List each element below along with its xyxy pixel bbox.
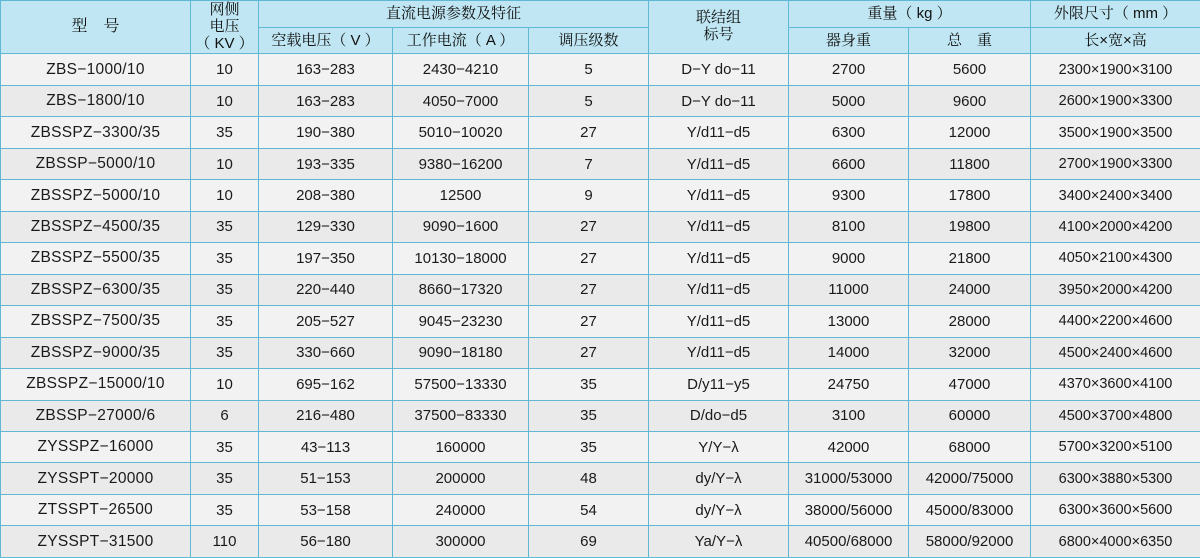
working-current-cell: 9090−1600 — [393, 211, 529, 242]
total-weight-cell: 9600 — [909, 85, 1031, 116]
table-row — [1, 274, 1200, 305]
regulation-steps-cell: 69 — [529, 526, 649, 557]
dimensions-cell: 4370×3600×4100 — [1031, 369, 1200, 400]
regulation-steps-cell: 35 — [529, 369, 649, 400]
dimensions-cell: 2600×1900×3300 — [1031, 85, 1200, 116]
body-weight-cell: 40500/68000 — [789, 526, 909, 557]
no-load-voltage-cell: 129−330 — [259, 211, 393, 242]
dimensions-cell: 2300×1900×3100 — [1031, 54, 1200, 85]
regulation-steps-cell: 35 — [529, 400, 649, 431]
header-body-weight: 器身重 — [789, 27, 909, 54]
dimensions-cell: 6800×4000×6350 — [1031, 526, 1200, 557]
model-cell: ZBSSPZ−3300/35 — [1, 117, 191, 148]
working-current-cell: 9090−18180 — [393, 337, 529, 368]
total-weight-cell: 68000 — [909, 432, 1031, 463]
header-row-1 — [1, 1, 1200, 28]
total-weight-cell: 5600 — [909, 54, 1031, 85]
connection-group-cell: Y/d11−d5 — [649, 306, 789, 337]
working-current-cell: 9045−23230 — [393, 306, 529, 337]
connection-group-cell: Ya/Y−λ — [649, 526, 789, 557]
grid-voltage-cell: 35 — [191, 463, 259, 494]
dimensions-cell: 4400×2200×4600 — [1031, 306, 1200, 337]
connection-group-cell: Y/d11−d5 — [649, 180, 789, 211]
grid-voltage-cell: 35 — [191, 494, 259, 525]
grid-voltage-cell: 10 — [191, 85, 259, 116]
total-weight-cell: 11800 — [909, 148, 1031, 179]
working-current-cell: 37500−83330 — [393, 400, 529, 431]
regulation-steps-cell: 5 — [529, 54, 649, 85]
dimensions-cell: 4500×2400×4600 — [1031, 337, 1200, 368]
body-weight-cell: 2700 — [789, 54, 909, 85]
no-load-voltage-cell: 163−283 — [259, 54, 393, 85]
working-current-cell: 240000 — [393, 494, 529, 525]
connection-group-cell: D−Y do−11 — [649, 85, 789, 116]
working-current-cell: 10130−18000 — [393, 243, 529, 274]
body-weight-cell: 13000 — [789, 306, 909, 337]
table-row — [1, 494, 1200, 525]
table-row — [1, 463, 1200, 494]
model-cell: ZBSSPZ−7500/35 — [1, 306, 191, 337]
model-cell: ZBSSP−5000/10 — [1, 148, 191, 179]
header-working-current: 工作电流（ A ） — [393, 27, 529, 54]
grid-voltage-cell: 10 — [191, 369, 259, 400]
dimensions-cell: 6300×3880×5300 — [1031, 463, 1200, 494]
table-row — [1, 400, 1200, 431]
no-load-voltage-cell: 53−158 — [259, 494, 393, 525]
no-load-voltage-cell: 51−153 — [259, 463, 393, 494]
connection-group-cell: dy/Y−λ — [649, 463, 789, 494]
table-row — [1, 117, 1200, 148]
regulation-steps-cell: 27 — [529, 337, 649, 368]
body-weight-cell: 24750 — [789, 369, 909, 400]
header-grid-voltage-line3: （ KV ） — [193, 36, 256, 53]
regulation-steps-cell: 27 — [529, 274, 649, 305]
dimensions-cell: 4500×3700×4800 — [1031, 400, 1200, 431]
header-grid-voltage-line1: 网侧 — [193, 2, 256, 19]
table-row — [1, 432, 1200, 463]
model-cell: ZBS−1800/10 — [1, 85, 191, 116]
grid-voltage-cell: 35 — [191, 274, 259, 305]
header-no-load-voltage: 空载电压（ V ） — [259, 27, 393, 54]
no-load-voltage-cell: 43−113 — [259, 432, 393, 463]
model-cell: ZBSSPZ−4500/35 — [1, 211, 191, 242]
connection-group-cell: Y/d11−d5 — [649, 148, 789, 179]
regulation-steps-cell: 27 — [529, 243, 649, 274]
total-weight-cell: 21800 — [909, 243, 1031, 274]
working-current-cell: 160000 — [393, 432, 529, 463]
table-row — [1, 211, 1200, 242]
working-current-cell: 9380−16200 — [393, 148, 529, 179]
grid-voltage-cell: 110 — [191, 526, 259, 557]
total-weight-cell: 60000 — [909, 400, 1031, 431]
regulation-steps-cell: 54 — [529, 494, 649, 525]
total-weight-cell: 42000/75000 — [909, 463, 1031, 494]
header-dimensions-group: 外限尺寸（ mm ） — [1031, 1, 1200, 28]
working-current-cell: 200000 — [393, 463, 529, 494]
model-cell: ZBSSPZ−5000/10 — [1, 180, 191, 211]
working-current-cell: 4050−7000 — [393, 85, 529, 116]
model-cell: ZBSSPZ−15000/10 — [1, 369, 191, 400]
body-weight-cell: 9300 — [789, 180, 909, 211]
connection-group-cell: Y/d11−d5 — [649, 117, 789, 148]
no-load-voltage-cell: 208−380 — [259, 180, 393, 211]
model-cell: ZYSSPZ−16000 — [1, 432, 191, 463]
no-load-voltage-cell: 330−660 — [259, 337, 393, 368]
table-row — [1, 54, 1200, 85]
regulation-steps-cell: 35 — [529, 432, 649, 463]
regulation-steps-cell: 48 — [529, 463, 649, 494]
regulation-steps-cell: 27 — [529, 211, 649, 242]
body-weight-cell: 8100 — [789, 211, 909, 242]
no-load-voltage-cell: 193−335 — [259, 148, 393, 179]
table-row — [1, 306, 1200, 337]
total-weight-cell: 12000 — [909, 117, 1031, 148]
dimensions-cell: 2700×1900×3300 — [1031, 148, 1200, 179]
total-weight-cell: 32000 — [909, 337, 1031, 368]
dimensions-cell: 5700×3200×5100 — [1031, 432, 1200, 463]
model-cell: ZBSSPZ−9000/35 — [1, 337, 191, 368]
body-weight-cell: 9000 — [789, 243, 909, 274]
grid-voltage-cell: 35 — [191, 211, 259, 242]
body-weight-cell: 14000 — [789, 337, 909, 368]
connection-group-cell: Y/d11−d5 — [649, 243, 789, 274]
grid-voltage-cell: 35 — [191, 432, 259, 463]
regulation-steps-cell: 9 — [529, 180, 649, 211]
table-row — [1, 148, 1200, 179]
working-current-cell: 300000 — [393, 526, 529, 557]
table-row — [1, 85, 1200, 116]
model-cell: ZBSSPZ−6300/35 — [1, 274, 191, 305]
no-load-voltage-cell: 190−380 — [259, 117, 393, 148]
connection-group-cell: Y/d11−d5 — [649, 211, 789, 242]
working-current-cell: 57500−13330 — [393, 369, 529, 400]
grid-voltage-cell: 35 — [191, 243, 259, 274]
connection-group-cell: Y/d11−d5 — [649, 274, 789, 305]
header-total-weight: 总 重 — [909, 27, 1031, 54]
regulation-steps-cell: 7 — [529, 148, 649, 179]
dimensions-cell: 4050×2100×4300 — [1031, 243, 1200, 274]
regulation-steps-cell: 5 — [529, 85, 649, 116]
table-row — [1, 369, 1200, 400]
regulation-steps-cell: 27 — [529, 306, 649, 337]
header-weight-group: 重量（ kg ） — [789, 1, 1031, 28]
total-weight-cell: 19800 — [909, 211, 1031, 242]
model-cell: ZBSSPZ−5500/35 — [1, 243, 191, 274]
table-row — [1, 526, 1200, 557]
working-current-cell: 2430−4210 — [393, 54, 529, 85]
total-weight-cell: 47000 — [909, 369, 1031, 400]
grid-voltage-cell: 35 — [191, 337, 259, 368]
model-cell: ZBS−1000/10 — [1, 54, 191, 85]
connection-group-cell: Y/d11−d5 — [649, 337, 789, 368]
grid-voltage-cell: 35 — [191, 117, 259, 148]
header-dimensions-sub: 长×宽×高 — [1031, 27, 1200, 54]
no-load-voltage-cell: 216−480 — [259, 400, 393, 431]
no-load-voltage-cell: 695−162 — [259, 369, 393, 400]
header-connection-line1: 联结组 — [651, 10, 786, 27]
table-row — [1, 337, 1200, 368]
header-dc-group: 直流电源参数及特征 — [259, 1, 649, 28]
dimensions-cell: 3400×2400×3400 — [1031, 180, 1200, 211]
total-weight-cell: 58000/92000 — [909, 526, 1031, 557]
total-weight-cell: 17800 — [909, 180, 1031, 211]
table-body — [1, 54, 1200, 558]
connection-group-cell: D/y11−y5 — [649, 369, 789, 400]
body-weight-cell: 42000 — [789, 432, 909, 463]
table-row — [1, 180, 1200, 211]
grid-voltage-cell: 6 — [191, 400, 259, 431]
header-connection-group — [649, 1, 789, 54]
total-weight-cell: 28000 — [909, 306, 1031, 337]
header-model: 型 号 — [1, 1, 191, 54]
dimensions-cell: 3950×2000×4200 — [1031, 274, 1200, 305]
dimensions-cell: 6300×3600×5600 — [1031, 494, 1200, 525]
body-weight-cell: 6600 — [789, 148, 909, 179]
body-weight-cell: 3100 — [789, 400, 909, 431]
working-current-cell: 12500 — [393, 180, 529, 211]
dimensions-cell: 4100×2000×4200 — [1031, 211, 1200, 242]
total-weight-cell: 24000 — [909, 274, 1031, 305]
connection-group-cell: D−Y do−11 — [649, 54, 789, 85]
regulation-steps-cell: 27 — [529, 117, 649, 148]
connection-group-cell: D/do−d5 — [649, 400, 789, 431]
body-weight-cell: 38000/56000 — [789, 494, 909, 525]
working-current-cell: 5010−10020 — [393, 117, 529, 148]
model-cell: ZYSSPT−31500 — [1, 526, 191, 557]
grid-voltage-cell: 10 — [191, 54, 259, 85]
body-weight-cell: 11000 — [789, 274, 909, 305]
dimensions-cell: 3500×1900×3500 — [1031, 117, 1200, 148]
total-weight-cell: 45000/83000 — [909, 494, 1031, 525]
header-grid-voltage-line2: 电压 — [193, 19, 256, 36]
connection-group-cell: dy/Y−λ — [649, 494, 789, 525]
body-weight-cell: 6300 — [789, 117, 909, 148]
model-cell: ZTSSPT−26500 — [1, 494, 191, 525]
working-current-cell: 8660−17320 — [393, 274, 529, 305]
header-regulation-steps: 调压级数 — [529, 27, 649, 54]
no-load-voltage-cell: 56−180 — [259, 526, 393, 557]
grid-voltage-cell: 10 — [191, 148, 259, 179]
table-row — [1, 243, 1200, 274]
model-cell: ZBSSP−27000/6 — [1, 400, 191, 431]
no-load-voltage-cell: 220−440 — [259, 274, 393, 305]
table-header — [1, 1, 1200, 54]
header-grid-voltage — [191, 1, 259, 54]
grid-voltage-cell: 10 — [191, 180, 259, 211]
no-load-voltage-cell: 205−527 — [259, 306, 393, 337]
body-weight-cell: 31000/53000 — [789, 463, 909, 494]
body-weight-cell: 5000 — [789, 85, 909, 116]
connection-group-cell: Y/Y−λ — [649, 432, 789, 463]
no-load-voltage-cell: 197−350 — [259, 243, 393, 274]
model-cell: ZYSSPT−20000 — [1, 463, 191, 494]
header-connection-line2: 标号 — [651, 27, 786, 44]
no-load-voltage-cell: 163−283 — [259, 85, 393, 116]
grid-voltage-cell: 35 — [191, 306, 259, 337]
